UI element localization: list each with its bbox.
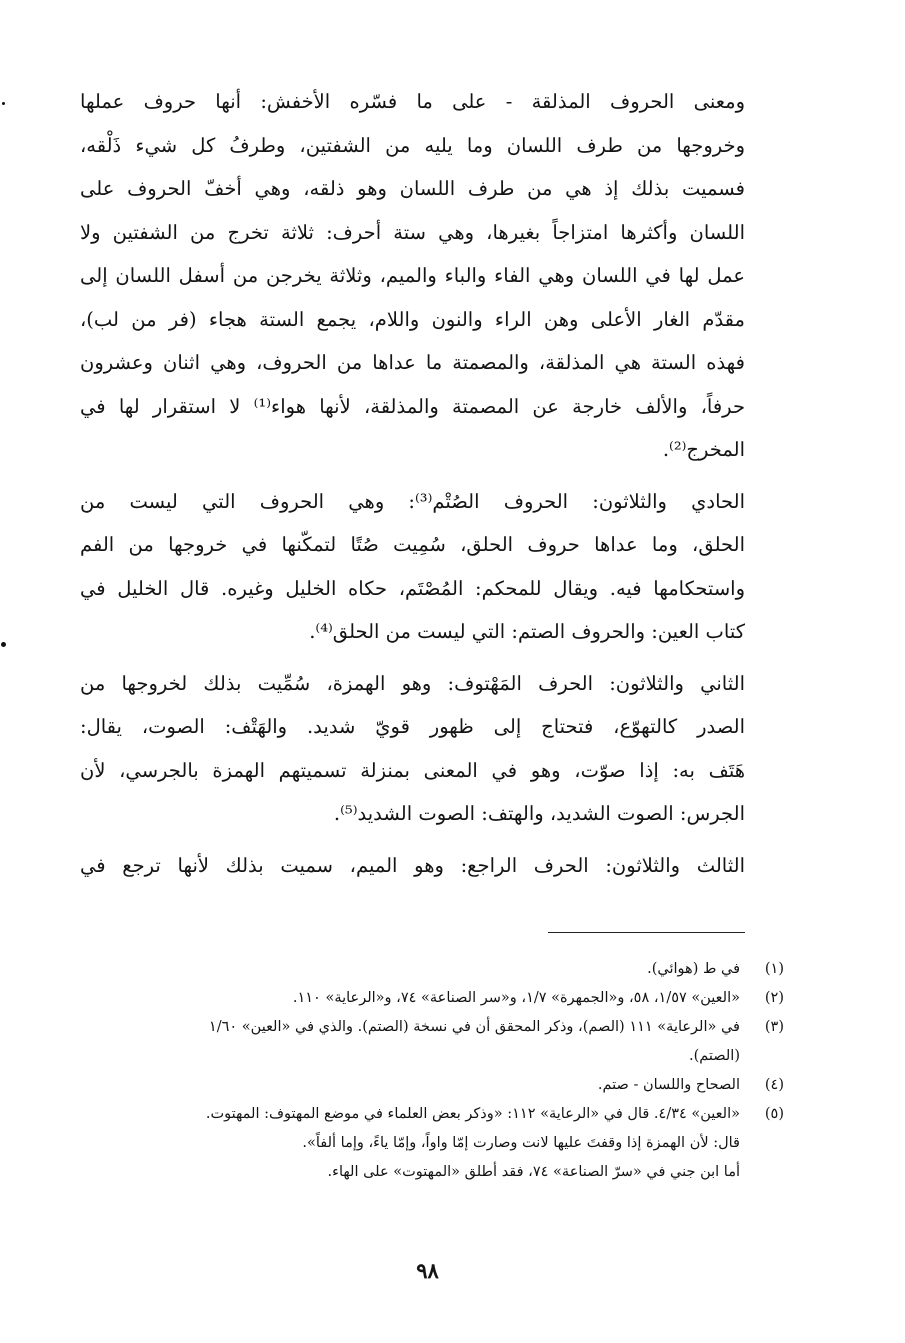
footnote-line: أما ابن جني في «سرّ الصناعة» ٧٤، فقد أطلق «المهتوت» على الهاء. [327, 1164, 740, 1180]
footnote-text [84, 984, 740, 1013]
footnote-number: (٣) [764, 1019, 784, 1035]
text-line: كتاب العين: والحروف الصتم: التي ليست من الحلق⁽⁴⁾. [309, 620, 745, 643]
text-line: هَتَف به: إذا صوّت، وهو في المعنى بمنزلة تسميتهم الهمزة بالجرسي، لأن [80, 758, 745, 782]
footnote-line: في «الرعاية» ١١١ (الصم)، وذكر المحقق أن في نسخة (الصتم). والذي في «العين» ١/٦٠ [208, 1019, 740, 1035]
text-line: مقدّم الغار الأعلى وهن الراء والنون واللام، يجمع الستة هجاء (فر من لب)، [80, 307, 745, 331]
text-line: اللسان وأكثرها امتزاجاً بغيرها، وهي ستة أحرف: ثلاثة تخرج من الشفتين ولا [80, 220, 745, 244]
margin-mark [2, 102, 5, 105]
main-text [80, 80, 745, 887]
footnote-line: (الصتم). [689, 1048, 740, 1064]
text-line: الثاني والثلاثون: الحرف المَهْتوف: وهو الهمزة، سُمِّيت بذلك لخروجها من [80, 671, 745, 695]
text-line: وخروجها من طرف اللسان وما يليه من الشفتين، وطرفُ كل شيء ذَلْقه، [80, 133, 745, 157]
footnote [84, 955, 784, 984]
text-line: الحلق، وما عداها حروف الحلق، سُمِيت صُتًا لتمكّنها في خروجها من الفم [80, 533, 745, 556]
footnote-text [84, 1013, 740, 1071]
footnote-text [84, 955, 740, 984]
text-line: ومعنى الحروف المذلقة - على ما فسّره الأخفش: أنها حروف عملها [80, 90, 745, 113]
text-line: الحادي والثلاثون: الحروف الصُتْم⁽³⁾: وهي الحروف التي ليست من [80, 489, 745, 513]
text-line: الصدر كالتهوّع، فتحتاج إلى ظهور قويّ شديد. والهَتْف: الصوت، يقال: [80, 715, 745, 738]
footnote-line: الصحاح واللسان - صتم. [597, 1077, 740, 1093]
text-line: عمل لها في اللسان وهي الفاء والباء والميم، وثلاثة يخرجن من أسفل اللسان إلى [80, 264, 745, 287]
footnote-text [84, 1071, 740, 1100]
paragraph-gap [80, 472, 745, 480]
paragraph-gap [80, 654, 745, 662]
footnote-line: في ط (هوائي). [647, 961, 740, 977]
paragraph-gap [80, 836, 745, 844]
footnote [84, 1013, 784, 1071]
footnote-number: (٢) [764, 990, 784, 1006]
footnote-number: (٤) [764, 1077, 784, 1093]
footnotes [84, 955, 784, 1187]
footnote [84, 1100, 784, 1187]
text-line: المخرج⁽²⁾. [662, 438, 745, 461]
footnote-separator [548, 932, 745, 933]
footnote-line: «العين» ١/٥٧، ٥٨، و«الجمهرة» ١/٧، و«سر الصناعة» ٧٤، و«الرعاية» ١١٠. [292, 990, 740, 1006]
text-line: فهذه الستة هي المذلقة، والمصمتة ما عداها من الحروف، وهي اثنان وعشرون [80, 351, 745, 374]
text-line: الثالث والثلاثون: الحرف الراجع: وهو الميم، سميت بذلك لأنها ترجع في [80, 853, 745, 877]
footnote-line: قال: لأن الهمزة إذا وقفتَ عليها لانت وصارت إمّا واواً، وإمّا ياءً، وإما ألفاً». [302, 1135, 740, 1151]
text-line: حرفاً، والألف خارجة عن المصمتة والمذلقة، لأنها هواء⁽¹⁾ لا استقرار لها في [80, 394, 745, 418]
footnote-text [84, 1100, 740, 1187]
footnote [84, 984, 784, 1013]
margin-mark [1, 642, 6, 647]
text-line: فسميت بذلك إذ هي من طرف اللسان وهو ذلقه، وهي أخفّ الحروف على [80, 177, 745, 200]
footnote-number: (١) [764, 961, 784, 977]
page-number: ٩٨ [416, 1258, 439, 1283]
footnote [84, 1071, 784, 1100]
footnote-number: (٥) [764, 1106, 784, 1122]
text-line: واستحكامها فيه. ويقال للمحكم: المُصْتَم، حكاه الخليل وغيره. قال الخليل في [80, 576, 745, 600]
text-line: الجرس: الصوت الشديد، والهتف: الصوت الشديد⁽⁵⁾. [333, 802, 745, 825]
footnote-line: «العين» ٤/٣٤. قال في «الرعاية» ١١٢: «وذكر بعض العلماء في موضع المهتوف: المهتوت. [205, 1106, 740, 1122]
